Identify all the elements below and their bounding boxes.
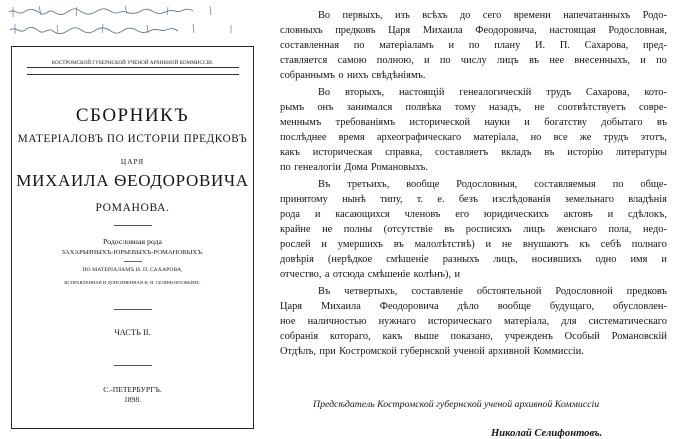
text-line: Отдѣлъ, при Костромской губернской ученой архивной Коммиссіи. <box>280 346 584 357</box>
text-line: какъ историческая справка, составляетъ вкладъ въ исторію литературы <box>280 147 667 158</box>
text-line: Въ четвертыхъ, составленіе обстоятельной Родословной предковъ <box>318 286 667 297</box>
subtitle: МАТЕРІАЛОВЪ ПО ИСТОРІИ ПРЕДКОВЪ <box>17 133 248 145</box>
text-line: по генеалогіи Дома Романовыхъ. <box>280 162 429 173</box>
divider <box>114 309 152 310</box>
editor-credit: ИСПРАВЛЕННАЯ И ДОПОЛНЕННАЯ Н. Н. СЕЛИФОНТОВЫМЪ. <box>64 280 201 285</box>
text-line: рода и касающихся членовъ его юридическихъ актовъ и сдѣлокъ, <box>280 209 667 220</box>
header-rule-top <box>27 67 239 68</box>
divider <box>114 365 152 366</box>
text-line: меннымъ требованіямъ исторической науки и богатству добытаго въ <box>280 117 667 128</box>
text-line: Въ третьихъ, вообще Родословныя, составляемыя по обще- <box>318 179 667 190</box>
text-line: довѣрія (нерѣдкое смѣшеніе разныхъ лицъ, носившихъ одно имя и <box>280 254 667 265</box>
header-rule-bottom <box>27 74 239 75</box>
tsar-name: МИХАИЛА ѲЕОДОРОВИЧА <box>16 171 249 190</box>
text-line: Во вторыхъ, настоящій генеалогическій трудъ Сахарова, кото- <box>318 87 667 98</box>
part-number: ЧАСТЬ II. <box>114 328 151 337</box>
text-line: составленная по матеріаламъ и по плану И. П. Сахарова, пред- <box>280 40 667 51</box>
text-line: крайне не полны (отсутствіе въ росписяхъ лицъ женскаго пола, недо- <box>280 224 667 235</box>
text-line: собранія котораго, какъ выше показано, учрежденъ Особый Романовскій <box>280 331 667 342</box>
text-line: собраннымъ о нихъ свѣдѣніямъ. <box>280 70 426 81</box>
commission-header: КОСТРОМСКОЙ ГУБЕРНСКОЙ УЧЕНОЙ АРХИВНОЙ КОММИССІИ. <box>51 60 214 66</box>
handwriting-stroke <box>10 27 178 33</box>
handwriting-stroke <box>15 24 231 34</box>
text-line: Во первыхъ, изъ всѣхъ до сего времени напечатанныхъ Родо- <box>318 10 667 21</box>
text-line: рослей и умершихъ въ малолѣтствѣ) и не внушаютъ къ себѣ полнаго <box>280 239 667 250</box>
text-line: принятому нынѣ типу, т. е. безъ изслѣдованія земельнаго владѣнія <box>280 194 667 205</box>
lineage-title: Родословная рода <box>103 237 162 246</box>
family-name: РОМАНОВА. <box>95 201 170 214</box>
lineage-families: ЗАХАРЬИНЫХЪ-ЮРЬЕВЫХЪ-РОМАНОВЫХЪ. <box>61 249 204 256</box>
title-page <box>1 0 260 433</box>
title-page-frame <box>11 46 254 429</box>
main-title: СБОРНИКЪ <box>75 105 190 126</box>
publication-year: 1898. <box>123 395 142 404</box>
handwriting-stroke <box>9 9 193 15</box>
divider <box>114 225 152 226</box>
divider <box>124 261 142 262</box>
text-line: ное наличностью нужнаго историческаго матеріала, для систематическаго <box>280 316 667 327</box>
text-line: словныхъ предковъ Царя Михаила Феодоровича, настоящая Родословная, <box>280 25 667 36</box>
source-basis: ПО МАТЕРІАЛАМЪ И. П. САХАРОВА, <box>82 267 183 273</box>
text-line: Царя Михаила Феодоровича дѣло вообще будущаго, обусловлен- <box>280 301 667 312</box>
text-line: отчество, а отсюда смѣшеніе колѣнъ), и <box>280 269 461 280</box>
text-page <box>280 9 690 439</box>
text-line: ставляется самою полною, и по числу лицъ въ нее внесенныхъ, и по <box>280 55 667 66</box>
signature-name: Николай Селифонтовъ. <box>491 428 603 439</box>
text-line: рымъ онъ занимался полвѣка тому назадъ, не соотвѣтствуетъ совре- <box>280 102 667 113</box>
handwritten-inscription <box>5 1 257 41</box>
text-line: послѣднее время археографическаго матеріала, но все же трудъ этотъ, <box>280 132 667 143</box>
signature-title: Предсѣдатель Костромской губернской ученой архивной Коммиссіи <box>313 399 600 410</box>
tsar-label: ЦАРЯ <box>120 157 145 166</box>
publication-city: С.-ПЕТЕРБУРГЪ. <box>103 385 162 394</box>
